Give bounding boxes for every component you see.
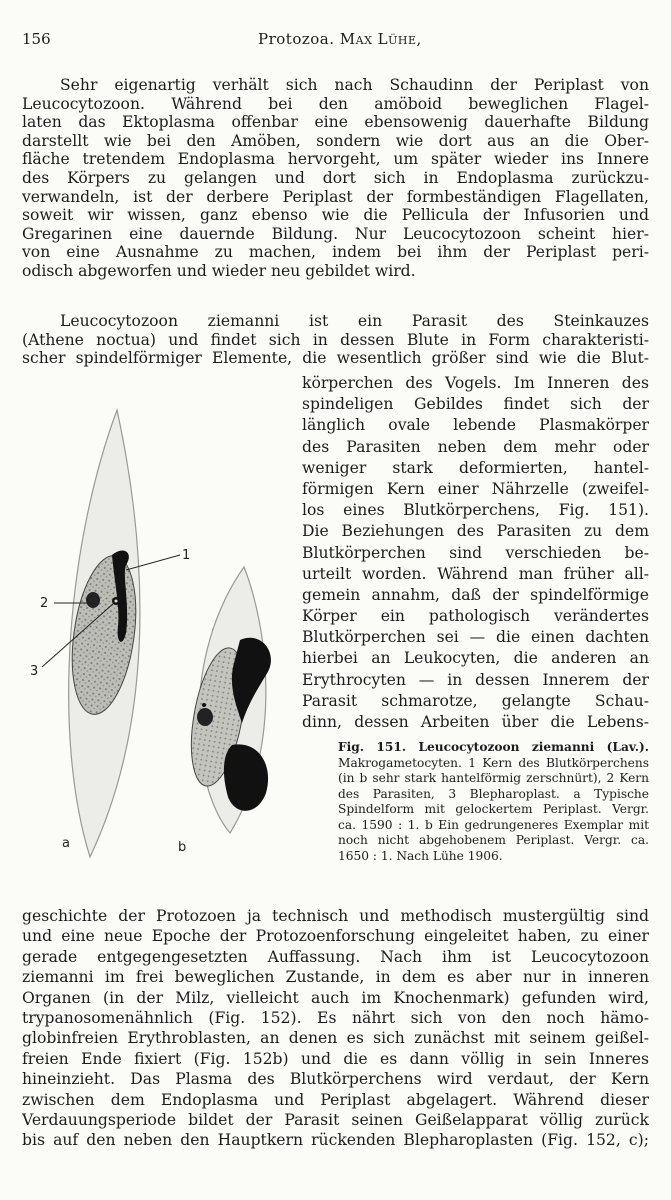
text-line: Blutkörperchen sind verschieden be- [302,543,649,562]
header-title: Protozoa. [258,30,335,48]
paragraph-leucocytozoon-intro [22,312,649,368]
caption-line: des Parasiten, 3 Blepharoplast. a Typische [338,786,649,801]
text-line: globinfreien Erythroblasten, an denen es sich zunächst mit seinem geißel- [22,1029,649,1048]
text-line: Parasit schmarotze, gelangte Schau- [302,691,649,710]
label-a: a [62,836,70,851]
text-line: fläche tretendem Endoplasma hervorgeht, um später wieder ins Innere [22,150,649,169]
text-line: darstellt wie bei den Amöben, sondern wie dort aus an die Ober- [22,131,649,150]
text-line: Organen (in der Milz, vielleicht auch im Knochenmark) gefunden wird, [22,988,649,1007]
text-line: hierbei an Leukocyten, die anderen an [302,649,649,668]
figure-caption [338,740,649,864]
text-line: Verdauungsperiode bildet der Parasit seinen Geißelapparat völlig zurück [22,1110,649,1129]
text-line: dinn, dessen Arbeiten über die Lebens- [302,713,649,731]
caption-line: Spindelform mit gelockertem Periplast. Vergr. [338,802,649,816]
caption-line: 1650 : 1. Nach Lühe 1906. [338,848,503,863]
text-line: scher spindelförmiger Elemente, die wesentlich größer sind wie die Blut- [22,349,649,368]
text-line: zwischen dem Endoplasma und Periplast abgelagert. Während dieser [22,1090,649,1109]
text-line: Die Beziehungen des Parasiten zu dem [302,522,649,541]
text-line: verwandeln, ist der derbere Periplast der formbeständigen Flagellaten, [22,187,649,206]
caption-line: ca. 1590 : 1. b Ein gedrungeneres Exemplar mit [338,817,649,832]
side-column-text [302,374,649,734]
caption-line: noch nicht abgehobenem Periplast. Vergr. ca. [338,833,649,847]
text-line: gemein annahm, daß der spindelförmige [302,585,649,604]
label-3: 3 [30,664,39,679]
text-line: ziemanni im frei beweglichen Zustande, in dem es aber nur in inneren [22,968,649,987]
text-line: geschichte der Protozoen ja technisch und methodisch mustergültig sind [22,907,649,925]
text-line: Gregarinen eine dauernde Bildung. Nur Leucocytozoon scheint hier- [22,224,649,243]
specimen-b [182,567,271,833]
text-line: förmigen Kern einer Nährzelle (zweifel- [302,479,649,498]
text-line: von eine Ausnahme zu machen, indem bei ihm der Periplast peri- [22,243,649,262]
text-line: bis auf den neben den Hauptkern rückenden Blepharoplasten (Fig. 152, c); [22,1131,649,1150]
text-line: körperchen des Vogels. Im Inneren des [302,374,649,392]
text-line: des Parasiten neben dem mehr oder [302,437,649,456]
running-header [22,30,649,54]
text-line: hineinzieht. Das Plasma des Blutkörperchens wird verdaut, der Kern [22,1070,649,1089]
text-line: (Athene noctua) und findet sich in dessen Blute in Form charakteristi- [22,330,649,349]
figure-151-illustration [22,405,292,865]
text-line: Blutkörperchen sei — die einen dachten [302,628,649,647]
text-line: länglich ovale lebende Plasmakörper [302,416,649,435]
text-line: laten das Ektoplasma offenbar eine ebensowenig dauerhafte Bildung [22,113,649,132]
text-line: soweit wir wissen, ganz ebenso wie die Pellicula der Infusorien und [22,206,649,225]
text-line: weniger stark deformierten, hantel- [302,458,649,477]
text-line: los eines Blutkörperchens, Fig. 151). [302,501,649,520]
paragraph-schaudinn [22,906,649,1151]
text-line: urteilt worden. Während man früher all- [302,564,649,583]
text-line: des Körpers zu gelangen und dort sich in Endoplasma zurückzu- [22,168,649,187]
paragraph-periplast [22,76,649,281]
caption-line: Makrogametocyten. 1 Kern des Blutkörperchens [338,755,649,770]
text-line: trypanosomenähnlich (Fig. 152). Es nährt sich von den noch hämo- [22,1008,649,1027]
text-line: odisch abgeworfen und wieder neu gebildet wird. [22,261,416,280]
text-line: freien Ende fixiert (Fig. 152b) und die es dann völlig in sein Inneres [22,1049,649,1068]
text-line: Körper ein pathologisch verändertes [302,607,649,626]
label-b: b [178,840,187,855]
label-2: 2 [40,596,49,611]
text-line: Leucocytozoon ziemanni ist ein Parasit des Steinkauzes [60,312,649,330]
caption-line: Fig. 151. Leucocytozoon ziemanni (Lav.). [338,740,649,754]
text-line: Sehr eigenartig verhält sich nach Schaudinn der Periplast von [60,76,649,94]
running-title [258,30,422,48]
text-line: Leucocytozoon. Während bei den amöboid beweglichen Flagel- [22,94,649,113]
text-line: spindeligen Gebildes findet sich der [302,395,649,414]
caption-line: (in b sehr stark hantelförmig zerschnürt), 2 Kern [338,771,649,785]
text-line: gerade entgegengesetzten Auffassung. Nach ihm ist Leucocytozoon [22,947,649,966]
header-author: Max Lühe, [339,30,422,48]
page-number: 156 [22,30,51,48]
label-1: 1 [182,548,191,563]
specimen-a [63,410,145,857]
text-line: Erythrocyten — in dessen Innerem der [302,670,649,689]
text-line: und eine neue Epoche der Protozoenforschung eingeleitet haben, zu einer [22,927,649,946]
